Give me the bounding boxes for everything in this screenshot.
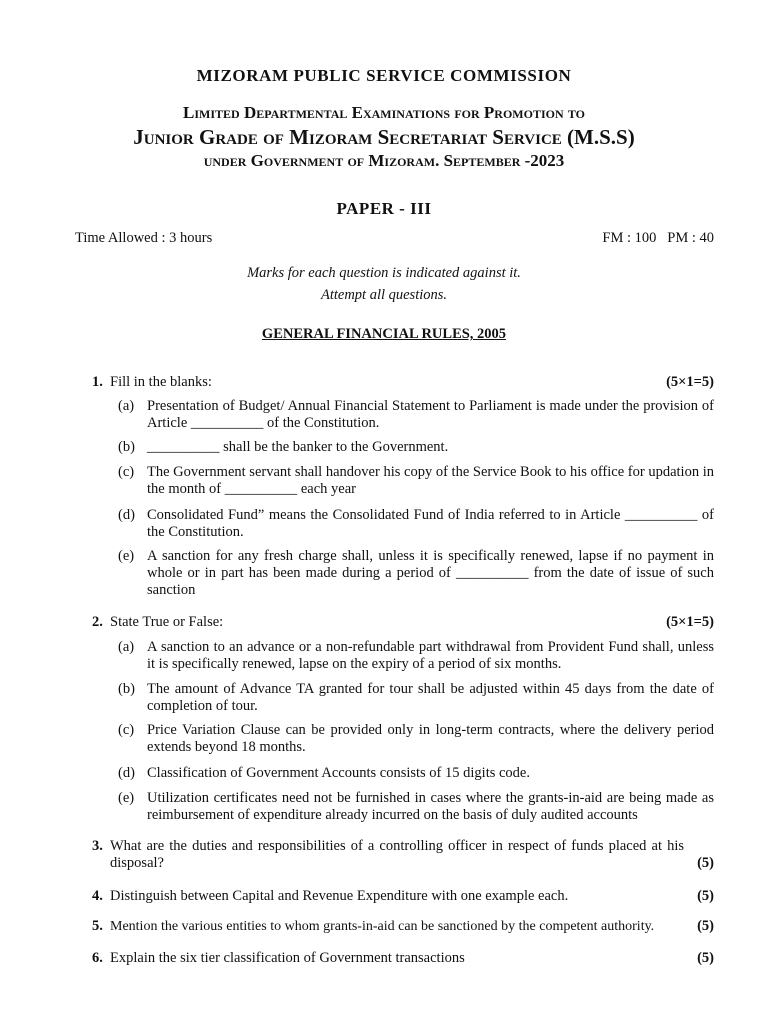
question [92, 838, 714, 872]
sub-question-text: The Government servant shall handover his copy of the Service Book to his office for updation in the month of __________ each year [147, 464, 714, 497]
sub-question-text: Consolidated Fund” means the Consolidated Fund of India referred to in Article __________ of the Constitution. [147, 507, 714, 540]
sub-question [118, 639, 714, 673]
question-number: 6. [92, 950, 103, 966]
question-number: 3. [92, 838, 103, 854]
question-text: What are the duties and responsibilities of a controlling officer in respect of funds placed at his disposal? [110, 838, 684, 871]
sub-question-text: A sanction to an advance or a non-refundable part withdrawal from Provident Fund shall, unless it is specifically renewed, lapse on the expiry of a period of six months. [147, 639, 714, 672]
exam-title-line: Limited Departmental Examinations for Promotion to [183, 103, 585, 122]
sub-question-label: (c) [118, 464, 135, 480]
question [92, 374, 714, 391]
section-title [0, 326, 768, 343]
question-text: Mention the various entities to whom grants-in-aid can be sanctioned by the competent authority. [110, 919, 655, 934]
question-marks: (5) [697, 918, 714, 934]
sub-question [118, 398, 714, 432]
sub-question-text: Price Variation Clause can be provided only in long-term contracts, where the delivery period extends beyond 18 months. [147, 722, 714, 755]
sub-question-label: (b) [118, 681, 135, 697]
question-marks: (5×1=5) [666, 374, 714, 390]
sub-question-text: Utilization certificates need not be furnished in cases where the grants-in-aid are being made as reimbursement of expenditure already incurred on the basis of duly audited accounts [147, 790, 714, 823]
sub-question-label: (d) [118, 507, 135, 523]
question [92, 950, 714, 967]
question-text: State True or False: [110, 614, 224, 630]
commission-title: MIZORAM PUBLIC SERVICE COMMISSION [196, 66, 572, 85]
question-number: 4. [92, 888, 103, 904]
sub-question [118, 464, 714, 498]
sub-question-label: (b) [118, 439, 135, 455]
sub-question-label: (e) [118, 790, 135, 806]
question-marks: (5×1=5) [666, 614, 714, 630]
question [92, 918, 714, 935]
question-marks: (5) [697, 950, 714, 966]
question-number: 1. [92, 374, 103, 390]
question-number: 2. [92, 614, 103, 630]
sub-question [118, 765, 714, 782]
paper-number: PAPER - III [336, 199, 432, 218]
section-title-text: GENERAL FINANCIAL RULES, 2005 [261, 326, 507, 342]
question-text: Explain the six tier classification of Government transactions [110, 950, 465, 966]
question-marks: (5) [697, 855, 714, 871]
sub-question [118, 790, 714, 824]
sub-question-text: Presentation of Budget/ Annual Financial Statement to Parliament is made under the provision of Article __________ of the Constitution. [147, 398, 714, 431]
sub-question-label: (d) [118, 765, 135, 781]
instruction: Attempt all questions. [320, 287, 448, 303]
sub-question [118, 507, 714, 541]
question-text: Distinguish between Capital and Revenue Expenditure with one example each. [110, 888, 569, 904]
exam-title-line: under Government of Mizoram. September -2023 [203, 151, 565, 170]
question [92, 888, 714, 905]
question-text: Fill in the blanks: [110, 374, 212, 390]
sub-question [118, 439, 714, 456]
sub-question [118, 548, 714, 599]
exam-title-line: Junior Grade of Mizoram Secretariat Service (M.S.S) [133, 125, 635, 149]
instruction: Marks for each question is indicated against it. [247, 265, 521, 281]
question-number: 5. [92, 918, 103, 934]
sub-question-text: Classification of Government Accounts consists of 15 digits code. [147, 765, 530, 781]
sub-question [118, 681, 714, 715]
sub-question-label: (a) [118, 639, 135, 655]
sub-question-text: __________ shall be the banker to the Government. [147, 439, 449, 455]
full-pass-marks: FM : 100 PM : 40 [602, 230, 714, 246]
sub-question-label: (e) [118, 548, 135, 564]
sub-question-label: (a) [118, 398, 135, 414]
sub-question-label: (c) [118, 722, 135, 738]
question-marks: (5) [697, 888, 714, 904]
sub-question-text: A sanction for any fresh charge shall, unless it is specifically renewed, lapse if no payment in whole or in part has been made during a period of __________ from the date of issue of such sanction [147, 548, 714, 598]
sub-question [118, 722, 714, 756]
time-allowed: Time Allowed : 3 hours [75, 230, 213, 246]
question [92, 614, 714, 631]
sub-question-text: The amount of Advance TA granted for tour shall be adjusted within 45 days from the date of completion of tour. [147, 681, 714, 714]
